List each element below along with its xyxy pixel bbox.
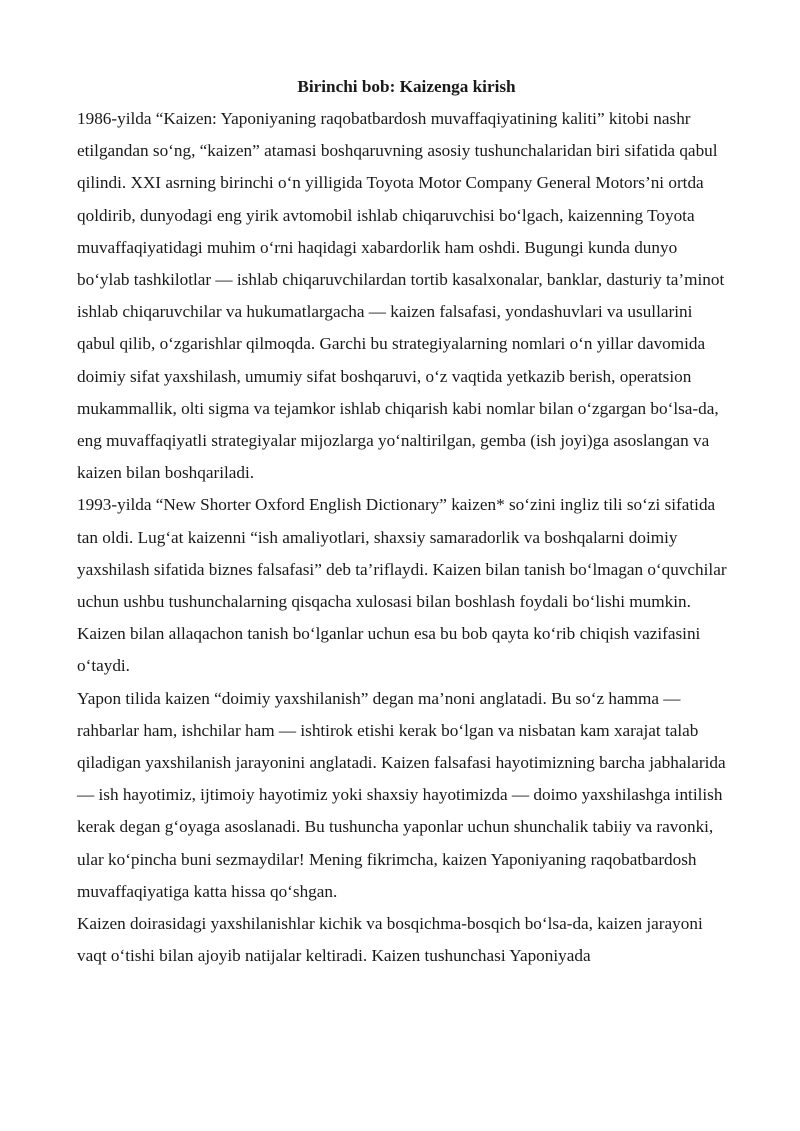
paragraph-1: 1986-yilda “Kaizen: Yaponiyaning raqobatbardosh muvaffaqiyatining kaliti” kitobi nashr etilgandan so‘ng, “kaizen” atamasi boshqaruvning asosiy tushunchalaridan biri sifatida qabul qilindi. XXI asrning birinchi o‘n yilligida Toyota Motor Company General Motors’ni ortda qoldirib, dunyodagi eng yirik avtomobil ishlab chiqaruvchisi bo‘lgach, kaizenning Toyota muvaffaqiyatidagi muhim o‘rni haqidagi xabardorlik ham oshdi. Bugungi kunda dunyo bo‘ylab tashkilotlar — ishlab chiqaruvchilardan tortib kasalxonalar, banklar, dasturiy ta’minot ishlab chiqaruvchilar va hukumatlargacha — kaizen falsafasi, yondashuvlari va usullarini qabul qilib, o‘zgarishlar qilmoqda. Garchi bu strategiyalarning nomlari o‘n yillar davomida doimiy sifat yaxshilash, umumiy sifat boshqaruvi, o‘z vaqtida yetkazib berish, operatsion mukammallik, olti sigma va tejamkor ishlab chiqarish kabi nomlar bilan o‘zgargan bo‘lsa-da, eng muvaffaqiyatli strategiyalar mijozlarga yo‘naltirilgan, gemba (ish joyi)ga asoslangan va kaizen bilan boshqariladi.: [77, 109, 725, 483]
chapter-title: Birinchi bob: Kaizenga kirish: [297, 77, 516, 96]
paragraph-4: Kaizen doirasidagi yaxshilanishlar kichik va bosqichma-bosqich bo‘lsa-da, kaizen jarayoni vaqt o‘tishi bilan ajoyib natijalar keltiradi. Kaizen tushunchasi Yaponiyada: [77, 914, 703, 966]
paragraph-2: 1993-yilda “New Shorter Oxford English Dictionary” kaizen* so‘zini ingliz tili so‘zi sifatida tan oldi. Lug‘at kaizenni “ish amaliyotlari, shaxsiy samaradorlik va boshqalarni doimiy yaxshilash sifatida biznes falsafasi” deb ta’riflaydi. Kaizen bilan tanish bo‘lmagan o‘quvchilar uchun ushbu tushunchalarning qisqacha xulosasi bilan boshlash foydali bo‘lishi mumkin. Kaizen bilan allaqachon tanish bo‘lganlar uchun esa bu bob qayta ko‘rib chiqish vazifasini o‘taydi.: [77, 495, 727, 676]
paragraph-3: Yapon tilida kaizen “doimiy yaxshilanish” degan ma’noni anglatadi. Bu so‘z hamma — rahbarlar ham, ishchilar ham — ishtirok etishi kerak bo‘lgan va nisbatan kam xarajat talab qiladigan yaxshilanish jarayonini anglatadi. Kaizen falsafasi hayotimizning barcha jabhalarida — ish hayotimiz, ijtimoiy hayotimiz yoki shaxsiy hayotimizda — doimo yaxshilashga intilish kerak degan g‘oyaga asoslanadi. Bu tushuncha yaponlar uchun shunchalik tabiiy va ravonki, ular ko‘pincha buni sezmaydilar! Mening fikrimcha, kaizen Yaponiyaning raqobatbardosh muvaffaqiyatiga katta hissa qo‘shgan.: [77, 688, 726, 901]
